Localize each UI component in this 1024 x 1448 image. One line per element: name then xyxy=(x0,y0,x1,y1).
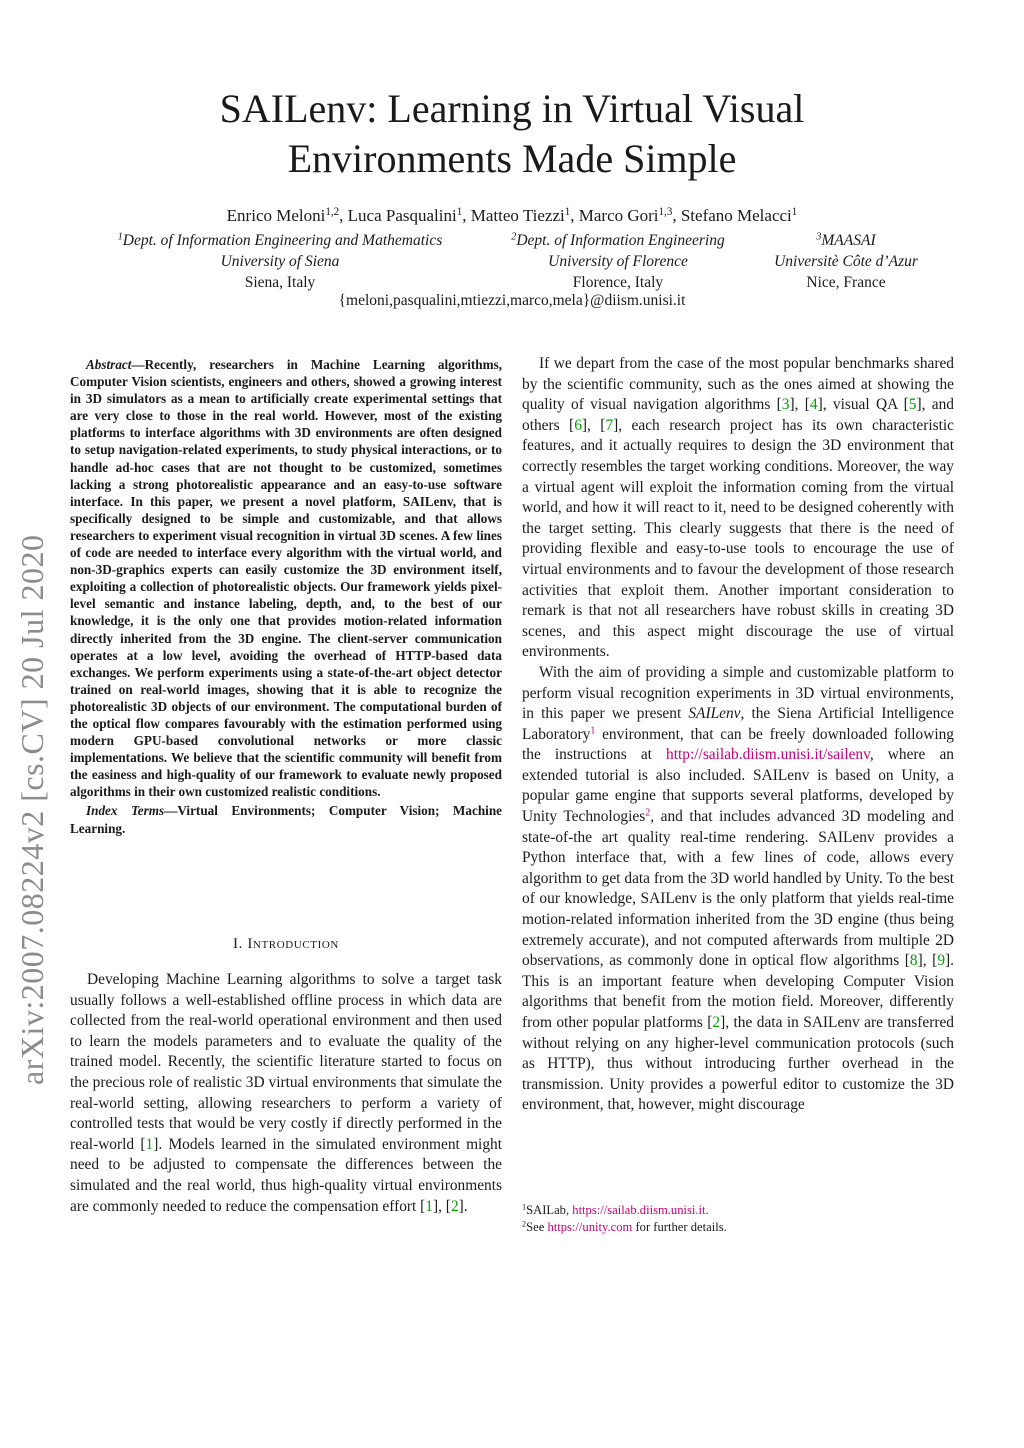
footnote-number: 1 xyxy=(522,1202,527,1212)
section-title: Introduction xyxy=(247,936,339,952)
paragraph-text: ], [ xyxy=(432,1197,451,1215)
paragraph-text: ], the data in SAILenv are transferred without relying on any higher-level communication protocols (such as HTTP), thus without introducing further overhead in the transmission. Unity provides a powerful editor to customize the 3D environment, that, however, might discourage xyxy=(522,1014,954,1114)
footnote-mark[interactable]: 2 xyxy=(645,807,651,819)
affiliation-dept: Dept. of Information Engineering and Mathematics xyxy=(122,232,443,249)
citation-link[interactable]: 6 xyxy=(574,416,582,434)
paragraph-text: environment, that can be freely downloaded following the instructions at xyxy=(522,725,954,764)
paragraph xyxy=(522,663,954,1116)
affiliation-block xyxy=(480,230,756,293)
footnote-url-link[interactable]: https://unity.com xyxy=(547,1220,633,1234)
author-name: Luca Pasqualini xyxy=(347,206,457,225)
title-line-1: SAILenv: Learning in Virtual Visual xyxy=(219,86,805,131)
citation-link[interactable]: 1 xyxy=(425,1197,433,1215)
paragraph-text: ]. Models learned in the simulated environment might need to be adjusted to compensate the differences between the simulated and the real world, thus high-quality virtual environments are commonly needed to reduce the compensation effort [ xyxy=(70,1135,502,1215)
paragraph-text: ], [ xyxy=(917,952,938,970)
author-affiliation-mark: 1 xyxy=(791,205,798,218)
paragraph-text: ]. xyxy=(458,1197,468,1215)
affiliation-dept: MAASAI xyxy=(821,232,876,249)
paragraph-text: If we depart from the case of the most popular benchmarks shared by the scientific community, such as the ones aimed at showing the quality of visual navigation algorithms [ xyxy=(522,355,954,414)
author-affiliation-mark: 1 xyxy=(456,205,463,218)
paragraph-text: ]. This is an important feature when developing Computer Vision algorithms that benefit from the motion field. Moreover, differently from other popular platforms [ xyxy=(522,952,954,1031)
index-terms-text: Virtual Environments; Computer Vision; Machine Learning. xyxy=(70,803,503,836)
paragraph-text: With the aim of providing a simple and customizable platform to perform visual recognition experiments in 3D virtual environments, in this paper we present xyxy=(522,663,954,723)
affiliation-block xyxy=(88,230,472,293)
paragraph-text: , where an extended tutorial is also included. SAILenv is based on Unity, a popular game engine that supports several platforms, developed by Unity Technologies xyxy=(522,746,955,826)
paragraph-text: ], [ xyxy=(581,416,606,434)
sailenv-url-link[interactable]: http://sailab.diism.unisi.it/sailenv xyxy=(666,746,870,764)
author-affiliation-mark: 1,3 xyxy=(658,205,673,218)
affiliation-university: Universitè Côte d’Azur xyxy=(774,253,918,270)
paragraph-text: , and that includes advanced 3D modeling and state-of-the art quality real-time rendering. SAILenv provides a Python interface that, with a few lines of code, allows every algorithm to get data from the 3D world handled by Unity. To the best of our knowledge, SAILenv is the only platform that yields real-time motion-related information inherited from the 3D engine (thus being extremely accurate), and not computed afterwards from multiple 2D observations, as commonly done in optical flow algorithms [ xyxy=(522,808,954,970)
index-terms-label: Index Terms xyxy=(86,803,165,819)
citation-link[interactable]: 7 xyxy=(605,416,614,434)
paragraph-text: ], each research project has its own characteristic features, and it actually requires to design the 3D environment that correctly resembles the target working conditions. Moreover, the way a virtual agent will exploit the information coming from the virtual world, and how it will react to it, need to be designed coherently with the target setting. This clearly suggests that there is the need of providing flexible and easy-to-use tools to encourage the use of virtual environments and to favour the development of those research activities that exploit them. Another important consideration to remark is that not all researchers have robust skills in creating 3D scenes, and this aspect might discourage the use of virtual environments. xyxy=(522,416,954,661)
footnote-url-link[interactable]: https://sailab.diism.unisi.it xyxy=(572,1203,706,1217)
author-affiliation-mark: 1,2 xyxy=(325,205,340,218)
footnote-number: 2 xyxy=(522,1219,527,1229)
footnote-mark[interactable]: 1 xyxy=(590,725,596,737)
citation-link[interactable]: 1 xyxy=(145,1135,154,1153)
citation-link[interactable]: 8 xyxy=(909,952,918,970)
citation-link[interactable]: 2 xyxy=(450,1197,459,1215)
affiliation-number: 3 xyxy=(816,231,822,243)
introduction-paragraph xyxy=(70,970,502,1217)
affiliation-block xyxy=(762,230,930,293)
section-numeral: I. xyxy=(233,936,243,952)
arxiv-identifier-stamp[interactable]: arXiv:2007.08224v2 [cs.CV] 20 Jul 2020 xyxy=(14,534,50,1085)
footnote xyxy=(522,1219,954,1236)
citation-link[interactable]: 3 xyxy=(781,396,790,414)
author-name: Enrico Meloni xyxy=(226,206,326,225)
paper-title xyxy=(0,84,1024,184)
section-heading-introduction xyxy=(70,936,502,953)
citation-link[interactable]: 2 xyxy=(712,1014,721,1031)
platform-name: SAILenv xyxy=(688,705,741,723)
citation-link[interactable]: 9 xyxy=(937,952,946,970)
author-emails: {meloni,pasqualini,mtiezzi,marco,mela}@diism.unisi.it xyxy=(338,292,686,309)
right-column-text xyxy=(522,354,954,1116)
footnotes xyxy=(522,1202,954,1236)
affiliation-dept: Dept. of Information Engineering xyxy=(516,232,725,249)
paragraph-text: ], visual QA [ xyxy=(817,396,909,414)
paragraph-text: ], and others [ xyxy=(522,396,954,434)
footnote-text: . xyxy=(705,1203,709,1217)
affiliation-university: University of Florence xyxy=(548,253,688,270)
footnote-text: SAILab, xyxy=(526,1203,573,1217)
author-name: Stefano Melacci xyxy=(680,206,792,225)
author-list: Enrico Meloni$^{1,2}$, Luca Pasqualini$^1$, Matteo Tiezzi$^1$, Marco Gori$^{1,3}$, Stefano Melacci$^1$ xyxy=(226,205,798,225)
citation-link[interactable]: 5 xyxy=(908,396,917,414)
paragraph xyxy=(522,354,954,663)
abstract-label: Abstract xyxy=(86,357,132,372)
affiliation-city: Florence, Italy xyxy=(572,274,664,291)
author-name: Matteo Tiezzi xyxy=(470,206,565,225)
abstract-text: Recently, researchers in Machine Learning algorithms, Computer Vision scientists, engineers and others, showed a growing interest in 3D simulators as a mean to artificially create experimental settings that are very close to those in the real world. However, most of the existing platforms to interface algorithms with 3D environments are often designed to setup navigation-related experiments, to study physical interactions, or to handle ad-hoc cases that are not thought to be customized, sometimes lacking a strong photorealistic appearance and an easy-to-use software interface. In this paper, we present a novel platform, SAILenv, that is specifically designed to be simple and customizable, and that allows researchers to experiment visual recognition in virtual 3D scenes. A few lines of code are needed to interface every algorithm with the virtual world, and non-3D-graphics experts can easily customize the 3D environment itself, exploiting a collection of photorealistic objects. Our framework yields pixel-level semantic and instance labeling, depth, and, to the best of our knowledge, it is the only one that provides motion-related information directly inherited from the 3D engine. The client-server communication operates at a low level, avoiding the overhead of HTTP-based data exchanges. We perform experiments using a state-of-the-art object detector trained on real-world images, showing that it is able to recognize the photorealistic 3D objects of our environment. The computational burden of the optical flow compares favourably with the estimation performed using modern GPU-based convolutional networks or more classic implementations. We believe that the scientific community will benefit from the easiness and high-quality of our framework to evaluate newly proposed algorithms in their own customized realistic conditions. xyxy=(70,357,502,800)
affiliation-number: 2 xyxy=(511,231,517,243)
footnote xyxy=(522,1202,954,1219)
paragraph-text: Developing Machine Learning algorithms to solve a target task usually follows a well-established offline process in which data are collected from the real-world operational environment and then used to learn the models parameters and to evaluate the quality of the trained model. Recently, the scientific literature started to focus on the precious role of realistic 3D virtual environments that simulate the real-world setting, allowing researchers to perform a variety of controlled tests that would be very costly if directly performed in the real-world [ xyxy=(70,971,502,1153)
affiliation-number: 1 xyxy=(117,231,123,243)
footnote-text: for further details. xyxy=(632,1220,727,1234)
title-line-2: Environments Made Simple xyxy=(287,136,737,181)
abstract-section: Abstract—Recently, researchers in Machine Learning algorithms, Computer Vision scientists, engineers and others, showed a growing interest in 3D simulators as a mean to artificially create experimental settings that are very close to those in the real world. However, most of the existing platforms to interface algorithms with 3D environments are often designed to setup navigation-related experiments, to study physical interactions, or to handle ad-hoc cases that are not thought to be customized, sometimes lacking a strong photorealistic appearance and an easy-to-use software interface. In this paper, we present a novel platform, SAILenv, that is specifically designed to be simple and customizable, and that allows researchers to experiment visual recognition in virtual 3D scenes. A few lines of code are needed to interface every algorithm with the virtual world, and non-3D-graphics experts can easily customize the 3D environment itself, exploiting a collection of photorealistic objects. Our framework yields pixel-level semantic and instance labeling, depth, and, to the best of our knowledge, it is the only one that provides motion-related information directly inherited from the 3D engine. The client-server communication operates at a low level, avoiding the overhead of HTTP-based data exchanges. We perform experiments using a state-of-the-art object detector trained on real-world images, showing that it is able to recognize the photorealistic 3D objects of our environment. The computational burden of the optical flow compares favourably with the estimation performed using modern GPU-based convolutional networks or more classic implementations. We believe that the scientific community will benefit from the easiness and high-quality of our framework to evaluate newly proposed algorithms in their own customized realistic conditions. Index Terms—Virtual Environments; Computer Vision; Machine Learning. xyxy=(70,357,503,836)
author-affiliation-mark: 1 xyxy=(564,205,571,218)
footnote-text: See xyxy=(526,1220,548,1234)
author-name: Marco Gori xyxy=(578,206,659,225)
affiliation-city: Nice, France xyxy=(806,274,886,291)
citation-link[interactable]: 4 xyxy=(809,396,818,414)
affiliation-city: Siena, Italy xyxy=(244,274,316,291)
paragraph-text: , the Siena Artificial Intelligence Laboratory xyxy=(522,705,955,743)
affiliation-university: University of Siena xyxy=(220,253,340,270)
paragraph-text: ], [ xyxy=(789,396,810,414)
